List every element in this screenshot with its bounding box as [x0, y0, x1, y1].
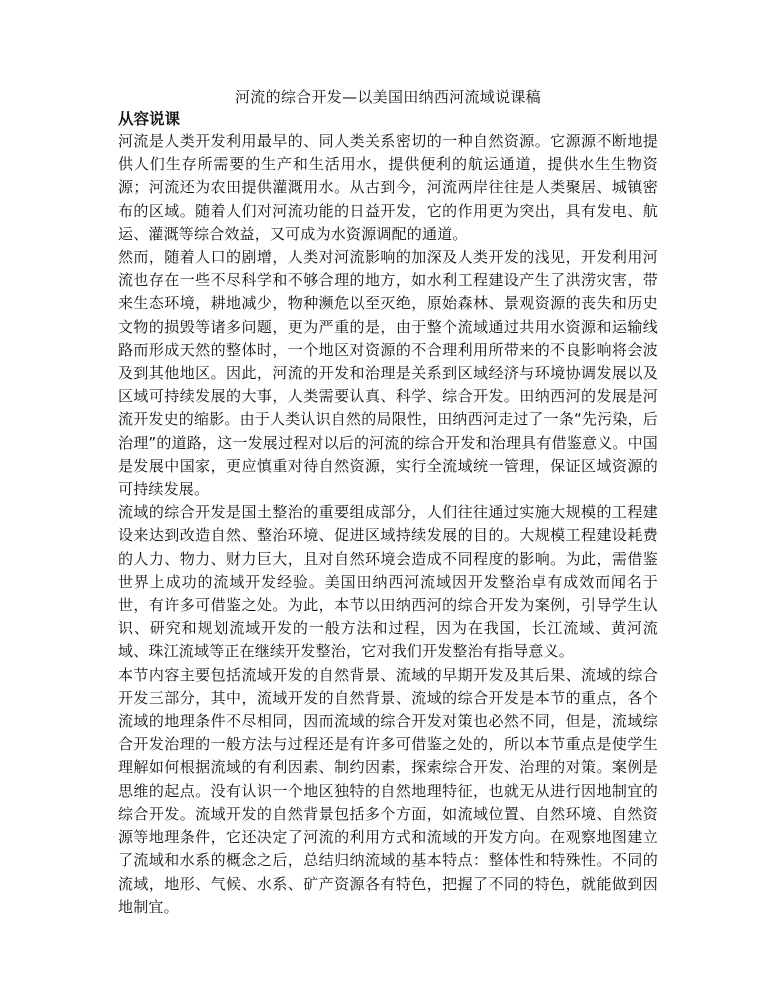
- section-heading: 从容说课: [118, 110, 181, 128]
- document-page: [118, 86, 658, 919]
- document-title: 河流的综合开发—以美国田纳西河流域说课稿: [234, 88, 541, 106]
- paragraph-3: 流域的综合开发是国土整治的重要组成部分，人们往往通过实施大规模的工程建设来达到改造自然、整治环境、促进区域持续发展的目的。大规模工程建设耗费的人力、物力、财力巨大，且对自然环境会造成不同程度的影响。为此，需借鉴世界上成功的流域开发经验。美国田纳西河流域因开发整治卓有成效而闻名于世，有许多可借鉴之处。为此，本节以田纳西河的综合开发为案例，引导学生认识、研究和规划流域开发的一般方法和过程，因为在我国，长江流域、黄河流域、珠江流域等正在继续开发整治，它对我们开发整治有指导意义。: [118, 503, 658, 661]
- paragraph-2: 然而，随着人口的剧增，人类对河流影响的加深及人类开发的浅见，开发利用河流也存在一些不尽科学和不够合理的地方，如水利工程建设产生了洪涝灾害，带来生态环境，耕地减少，物种濒危以至灭绝，原始森林、景观资源的丧失和历史文物的损毁等诸多问题，更为严重的是，由于整个流域通过共用水资源和运输线路而形成天然的整体时，一个地区对资源的不合理利用所带来的不良影响将会波及到其他地区。因此，河流的开发和治理是关系到区域经济与环境协调发展以及区域可持续发展的大事，人类需要认真、科学、综合开发。田纳西河的发展是河流开发史的缩影。由于人类认识自然的局限性，田纳西河走过了一条“先污染，后治理”的道路，这一发展过程对以后的河流的综合开发和治理具有借鉴意义。中国是发展中国家，更应慎重对待自然资源，实行全流域统一管理，保证区域资源的可持续发展。: [118, 248, 658, 499]
- paragraph-4: 本节内容主要包括流域开发的自然背景、流域的早期开发及其后果、流域的综合开发三部分，其中，流域开发的自然背景、流域的综合开发是本节的重点，各个流域的地理条件不尽相同，因而流域的综合开发对策也必然不同，但是，流域综合开发治理的一般方法与过程还是有许多可借鉴之处的，所以本节重点是使学生理解如何根据流域的有利因素、制约因素，探索综合开发、治理的对策。案例是思维的起点。没有认识一个地区独特的自然地理特征，也就无从进行因地制宜的综合开发。流域开发的自然背景包括多个方面，如流域位置、自然环境、自然资源等地理条件，它还决定了河流的利用方式和流域的开发方向。在观察地图建立了流域和水系的概念之后，总结归纳流域的基本特点：整体性和特殊性。不同的流域，地形、气候、水系、矿产资源各有特色，把握了不同的特色，就能做到因地制宜。: [118, 665, 658, 916]
- paragraph-1: 河流是人类开发利用最早的、同人类关系密切的一种自然资源。它源源不断地提供人们生存所需要的生产和生活用水，提供便利的航运通道，提供水生生物资源；河流还为农田提供灌溉用水。从古到今，河流两岸往往是人类聚居、城镇密布的区域。随着人们对河流功能的日益开发，它的作用更为突出，具有发电、航运、灌溉等综合效益，又可成为水资源调配的通道。: [118, 132, 658, 243]
